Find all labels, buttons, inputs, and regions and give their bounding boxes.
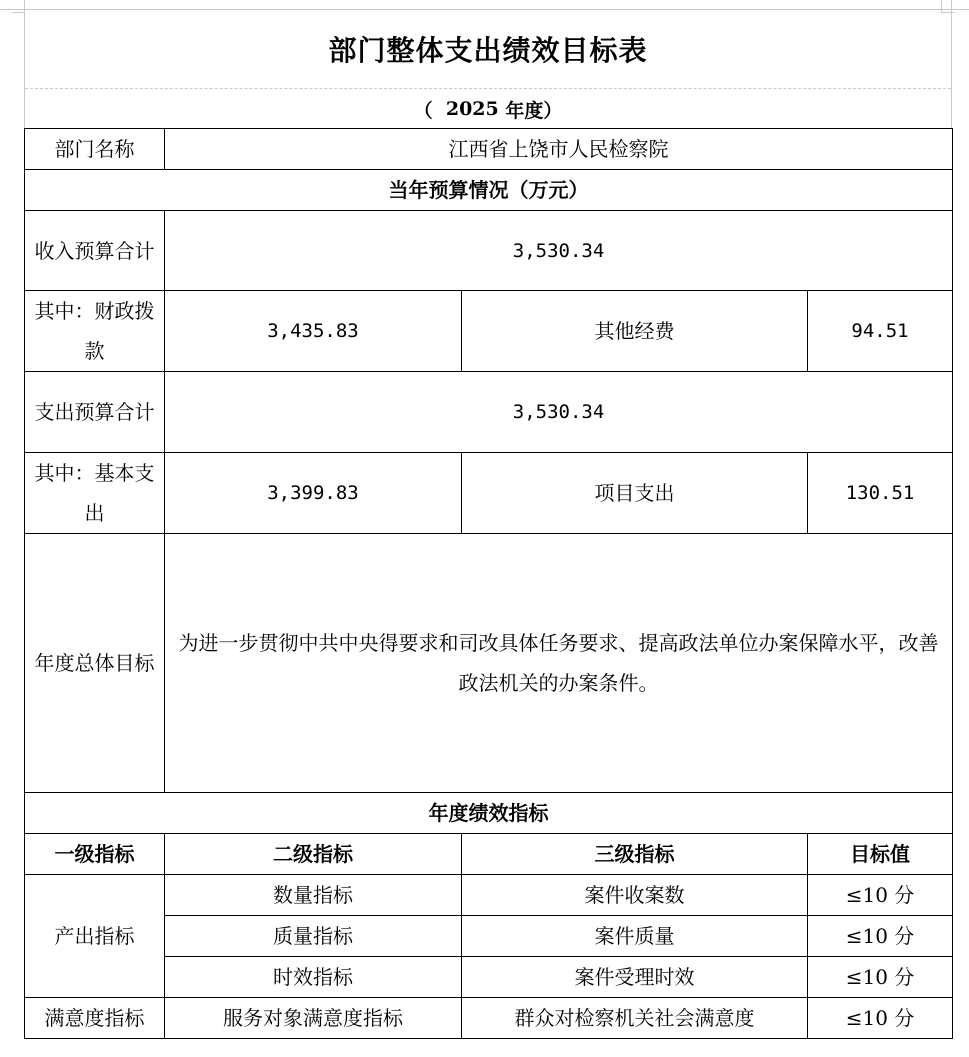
project-expense-label: 项目支出 (462, 453, 808, 534)
output-indicator-label: 产出指标 (25, 875, 165, 998)
table-row (25, 957, 953, 998)
basic-expense-value: 3,399.83 (165, 453, 462, 534)
level3-cell: 案件收案数 (462, 875, 808, 916)
income-total-row (25, 211, 953, 291)
year-row (25, 88, 951, 129)
goal-row (25, 534, 953, 793)
page-guide-right (951, 0, 952, 128)
header-level3: 三级指标 (462, 834, 808, 875)
year-open-paren: （ (413, 99, 433, 122)
table-row (25, 875, 953, 916)
level3-cell: 案件受理时效 (462, 957, 808, 998)
income-total-label: 收入预算合计 (25, 211, 165, 291)
indicators-section-title: 年度绩效指标 (25, 793, 953, 834)
target-cell: ≤10 分 (808, 875, 953, 916)
expense-total-value: 3,530.34 (165, 372, 953, 453)
year-close-paren: ） (543, 99, 563, 122)
department-label: 部门名称 (25, 129, 165, 170)
indicators-section-row (25, 793, 953, 834)
satisfaction-level2: 服务对象满意度指标 (165, 998, 462, 1039)
header-level2: 二级指标 (165, 834, 462, 875)
target-cell: ≤10 分 (808, 957, 953, 998)
satisfaction-level3: 群众对检察机关社会满意度 (462, 998, 808, 1039)
level3-cell: 案件质量 (462, 916, 808, 957)
department-row (25, 129, 953, 170)
income-total-value: 3,530.34 (165, 211, 953, 291)
expense-total-row (25, 372, 953, 453)
header-level1: 一级指标 (25, 834, 165, 875)
other-funds-label: 其他经费 (462, 291, 808, 372)
year-value: 2025 (445, 98, 499, 120)
budget-section-title: 当年预算情况（万元） (25, 170, 953, 211)
department-value: 江西省上饶市人民检察院 (165, 129, 953, 170)
satisfaction-target: ≤10 分 (808, 998, 953, 1039)
page-title: 部门整体支出绩效目标表 (328, 34, 648, 67)
indicator-header-row (25, 834, 953, 875)
budget-section-row (25, 170, 953, 211)
fiscal-label: 其中：财政拨款 (25, 291, 165, 372)
fiscal-value: 3,435.83 (165, 291, 462, 372)
performance-table (24, 128, 953, 1039)
basic-expense-row (25, 453, 953, 534)
header-target: 目标值 (808, 834, 953, 875)
year-label: 年度 (505, 99, 544, 122)
basic-expense-label: 其中：基本支出 (25, 453, 165, 534)
expense-total-label: 支出预算合计 (25, 372, 165, 453)
satisfaction-row (25, 998, 953, 1039)
goal-text: 为进一步贯彻中共中央得要求和司改具体任务要求、提高政法单位办案保障水平，改善政法机关的办案条件。 (165, 534, 953, 793)
project-expense-value: 130.51 (808, 453, 953, 534)
goal-label: 年度总体目标 (25, 534, 165, 793)
level2-cell: 时效指标 (165, 957, 462, 998)
fiscal-row (25, 291, 953, 372)
level2-cell: 质量指标 (165, 916, 462, 957)
page-corner-mark (12, 0, 25, 13)
target-cell: ≤10 分 (808, 916, 953, 957)
satisfaction-level1: 满意度指标 (25, 998, 165, 1039)
table-row (25, 916, 953, 957)
other-funds-value: 94.51 (808, 291, 953, 372)
level2-cell: 数量指标 (165, 875, 462, 916)
